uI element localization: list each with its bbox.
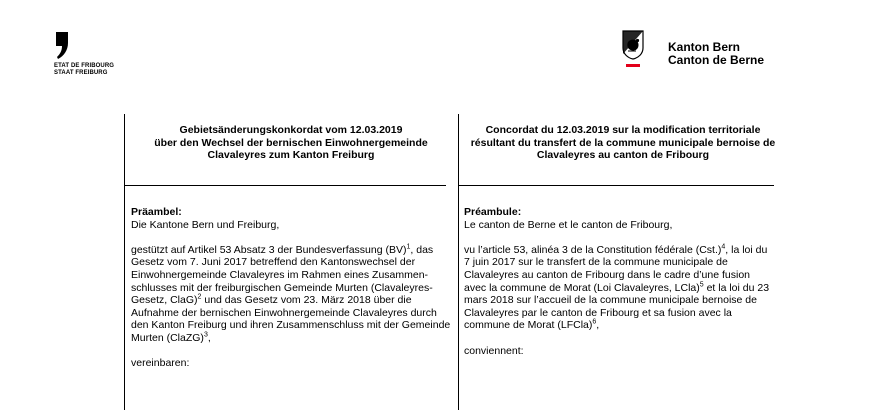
fr-title [458,124,788,162]
de-body [131,206,451,370]
fr-footnote-5[interactable]: 5 [699,281,704,289]
de-line: Einwohnergemeinde Clavaleyres im Rahmen eines Zusammen- [131,268,429,281]
de-line: Gesetz, ClaG) [131,294,198,307]
fr-title-underline [458,185,774,186]
fr-closing: conviennent: [464,344,524,357]
de-line: , das [410,243,434,256]
de-title-line2: über den Wechsel der bernischen Einwohnergemeinde [154,136,428,149]
de-line: Murten (ClaZG) [131,331,204,344]
bern-logo-line1: Kanton Bern [668,40,740,54]
de-line: schlusses mit der freiburgischen Gemeinde Murten (Clavaleyres- [131,281,433,294]
fribourg-logo-line2: STAAT FREIBURG [54,70,108,76]
de-line: gestützt auf Artikel 53 Absatz 3 der Bundesverfassung (BV) [131,243,407,256]
fr-footnote-6[interactable]: 6 [592,318,597,326]
fr-heading: Préambule: [464,206,522,218]
de-footnote-3[interactable]: 3 [203,331,208,339]
de-line: Aufnahme der bernischen Einwohnergemeinde Clavaleyres durch [131,306,437,319]
fr-line: , [596,319,600,332]
bern-logo-text [668,41,764,67]
fr-line: Clavaleyres au canton de Fribourg dans le cadre d’une fusion [464,268,751,281]
fr-line: , la loi du [725,243,768,256]
bern-logo-line2: Canton de Berne [668,53,765,67]
bern-accent-bar [626,64,640,67]
fr-line: Clavaleyres par le canton de Fribourg et sa fusion avec la [464,306,732,319]
de-title [124,124,458,162]
de-line: und das Gesetz vom 23. März 2018 über die [201,294,412,307]
fr-title-line1: Concordat du 12.03.2019 sur la modification territoriale [485,124,761,136]
fribourg-logo-text [54,63,114,77]
fr-intro: Le canton de Berne et le canton de Fribourg, [464,218,673,231]
bern-bear-shield-icon [622,30,644,60]
de-intro: Die Kantone Bern und Freiburg, [131,218,280,231]
de-title-underline [124,185,446,186]
fr-line: commune de Morat (LFCla) [464,319,593,332]
fr-line: vu l’article 53, alinéa 3 de la Constitution fédérale (Cst.) [464,243,722,256]
fr-line: mars 2018 sur l’accueil de la commune municipale bernoise de [464,294,757,307]
de-line: Gesetz vom 7. Juni 2017 betreffend den Kantonswechsel der [131,256,416,269]
fr-line: 7 juin 2017 sur le transfert de la commune municipale de [464,256,728,269]
de-line: den Kanton Freiburg und ihren Zusammenschluss mit der Gemeinde [131,319,451,332]
fribourg-logo-line1: ETAT DE FRIBOURG [54,63,115,69]
de-title-line1: Gebietsänderungskonkordat vom 12.03.2019 [179,124,403,136]
de-heading: Präambel: [131,206,182,218]
fr-title-line2: résultant du transfert de la commune municipale bernoise de [470,136,776,149]
fr-title-line3: Clavaleyres au canton de Fribourg [536,149,710,162]
fr-body [464,206,784,357]
de-footnote-1[interactable]: 1 [406,243,411,251]
fribourg-comma-icon [54,30,70,60]
fr-line: avec la commune de Morat (Loi Clavaleyres, LCla) [464,281,700,294]
de-preamble-paragraph [131,244,451,345]
fr-line: et la loi du 23 [703,281,770,294]
de-title-line3: Clavaleyres zum Kanton Freiburg [207,149,375,162]
de-line: , [207,331,211,344]
de-footnote-2[interactable]: 2 [197,293,202,301]
fr-footnote-4[interactable]: 4 [721,243,726,251]
de-closing: vereinbaren: [131,357,190,370]
fr-preamble-paragraph [464,244,784,332]
